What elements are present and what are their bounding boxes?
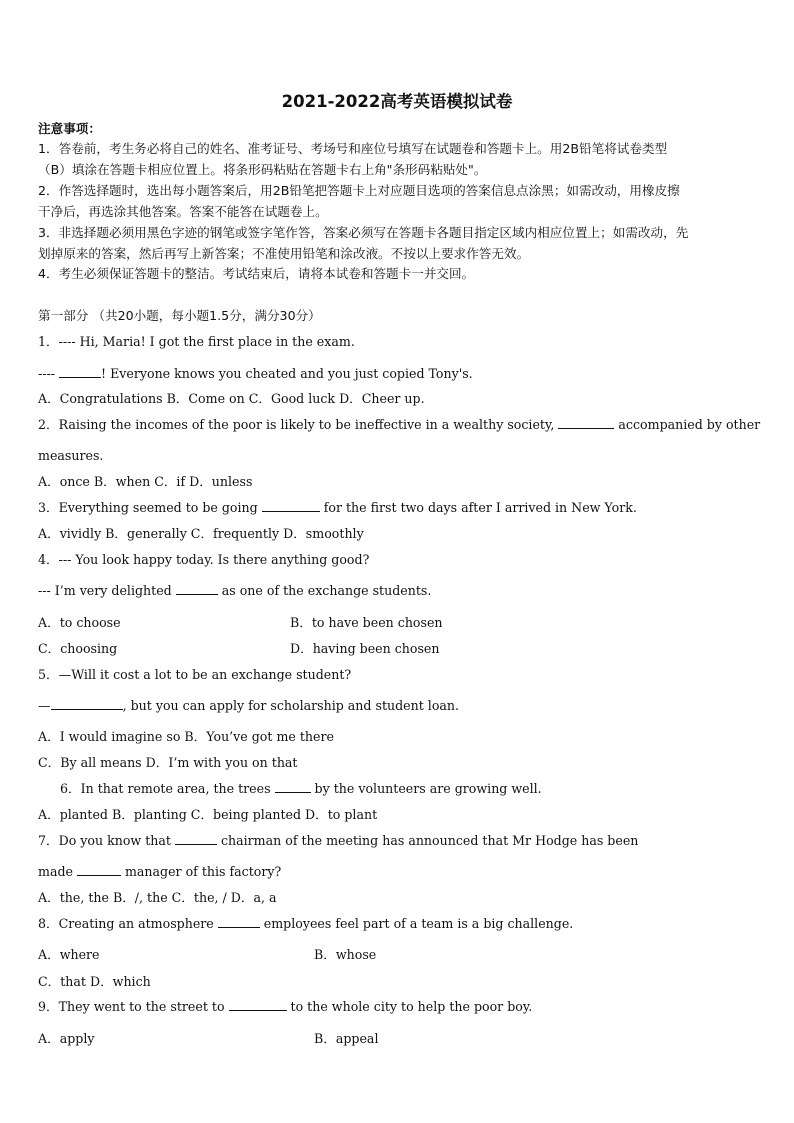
page-title: 2021-2022高考英语模拟试卷 — [281, 92, 513, 111]
notice-heading: 注意事项： — [38, 121, 101, 136]
question-5-reply: — , but you can apply for scholarship and student loan. — [38, 698, 460, 713]
notice-line: 4．考生必须保证答题卡的整洁。考试结束后，请将本试卷和答题卡一并交回。 — [38, 266, 475, 281]
question-8-options-cd: C．that D．which — [38, 974, 151, 989]
answer-blank — [176, 583, 218, 595]
answer-blank — [175, 833, 217, 845]
answer-blank — [51, 698, 123, 710]
question-7-stem-cont: made manager of this factory? — [38, 864, 282, 879]
question-1-options: A．Congratulations B．Come on C．Good luck D．Cheer up. — [38, 391, 425, 406]
answer-blank — [59, 366, 101, 378]
section-heading: 第一部分 （共20小题，每小题1.5分，满分30分） — [38, 308, 321, 323]
question-4-stem: 4．--- You look happy today. Is there anything good? — [38, 552, 370, 567]
notice-line: 3．非选择题必须用黑色字迹的钢笔或签字笔作答，答案必须写在答题卡各题目指定区域内相应位置上；如需改动，先 — [38, 225, 689, 240]
question-8-option-b: B．whose — [314, 947, 377, 962]
question-4-option-b: B．to have been chosen — [290, 615, 443, 630]
question-3-stem: 3．Everything seemed to be going for the first two days after I arrived in New York. — [38, 500, 637, 515]
question-4-option-d: D．having been chosen — [290, 641, 440, 656]
notice-line: （B）填涂在答题卡相应位置上。将条形码粘贴在答题卡右上角"条形码粘贴处"。 — [38, 162, 487, 177]
question-5-options-row1: A．I would imagine so B．You’ve got me there — [38, 729, 334, 744]
answer-blank — [558, 417, 614, 429]
question-2-stem-cont: measures. — [38, 448, 104, 463]
answer-blank — [262, 500, 320, 512]
answer-blank — [275, 781, 311, 793]
question-4-option-c: C．choosing — [38, 641, 118, 656]
notice-line: 2．作答选择题时，选出每小题答案后，用2B铅笔把答题卡上对应题目选项的答案信息点涂黑；如需改动，用橡皮擦 — [38, 183, 680, 198]
question-6-stem: 6．In that remote area, the trees by the volunteers are growing well. — [60, 781, 542, 796]
notice-line: 干净后，再选涂其他答案。答案不能答在试题卷上。 — [38, 204, 328, 219]
notice-line: 划掉原来的答案，然后再写上新答案；不准使用铅笔和涂改液。不按以上要求作答无效。 — [38, 246, 530, 261]
question-9-option-b: B．appeal — [314, 1031, 379, 1046]
question-4-option-a: A．to choose — [38, 615, 121, 630]
question-1-stem: 1．---- Hi, Maria! I got the first place in the exam. — [38, 334, 355, 349]
question-8-stem: 8．Creating an atmosphere employees feel part of a team is a big challenge. — [38, 916, 574, 931]
question-3-options: A．vividly B．generally C．frequently D．smoothly — [38, 526, 364, 541]
question-9-stem: 9．They went to the street to to the whole city to help the poor boy. — [38, 999, 533, 1014]
question-2-options: A．once B．when C．if D．unless — [38, 474, 253, 489]
question-7-stem: 7．Do you know that chairman of the meeting has announced that Mr Hodge has been — [38, 833, 639, 848]
question-2-stem: 2．Raising the incomes of the poor is likely to be ineffective in a wealthy society, accompanied by other — [38, 417, 761, 432]
question-5-stem: 5．—Will it cost a lot to be an exchange student? — [38, 667, 352, 682]
question-4-reply: --- I’m very delighted as one of the exchange students. — [38, 583, 432, 598]
question-1-reply: ---- ! Everyone knows you cheated and you just copied Tony's. — [38, 366, 473, 381]
answer-blank — [77, 864, 121, 876]
notice-line: 1．答卷前，考生务必将自己的姓名、准考证号、考场号和座位号填写在试题卷和答题卡上。用2B铅笔将试卷类型 — [38, 141, 668, 156]
question-8-option-a: A．where — [38, 947, 100, 962]
question-9-option-a: A．apply — [38, 1031, 95, 1046]
answer-blank — [229, 999, 287, 1011]
question-6-options: A．planted B．planting C．being planted D．to plant — [38, 807, 378, 822]
question-5-options-row2: C．By all means D．I’m with you on that — [38, 755, 298, 770]
answer-blank — [218, 916, 260, 928]
question-7-options: A．the, the B．/, the C．the, / D．a, a — [38, 890, 277, 905]
